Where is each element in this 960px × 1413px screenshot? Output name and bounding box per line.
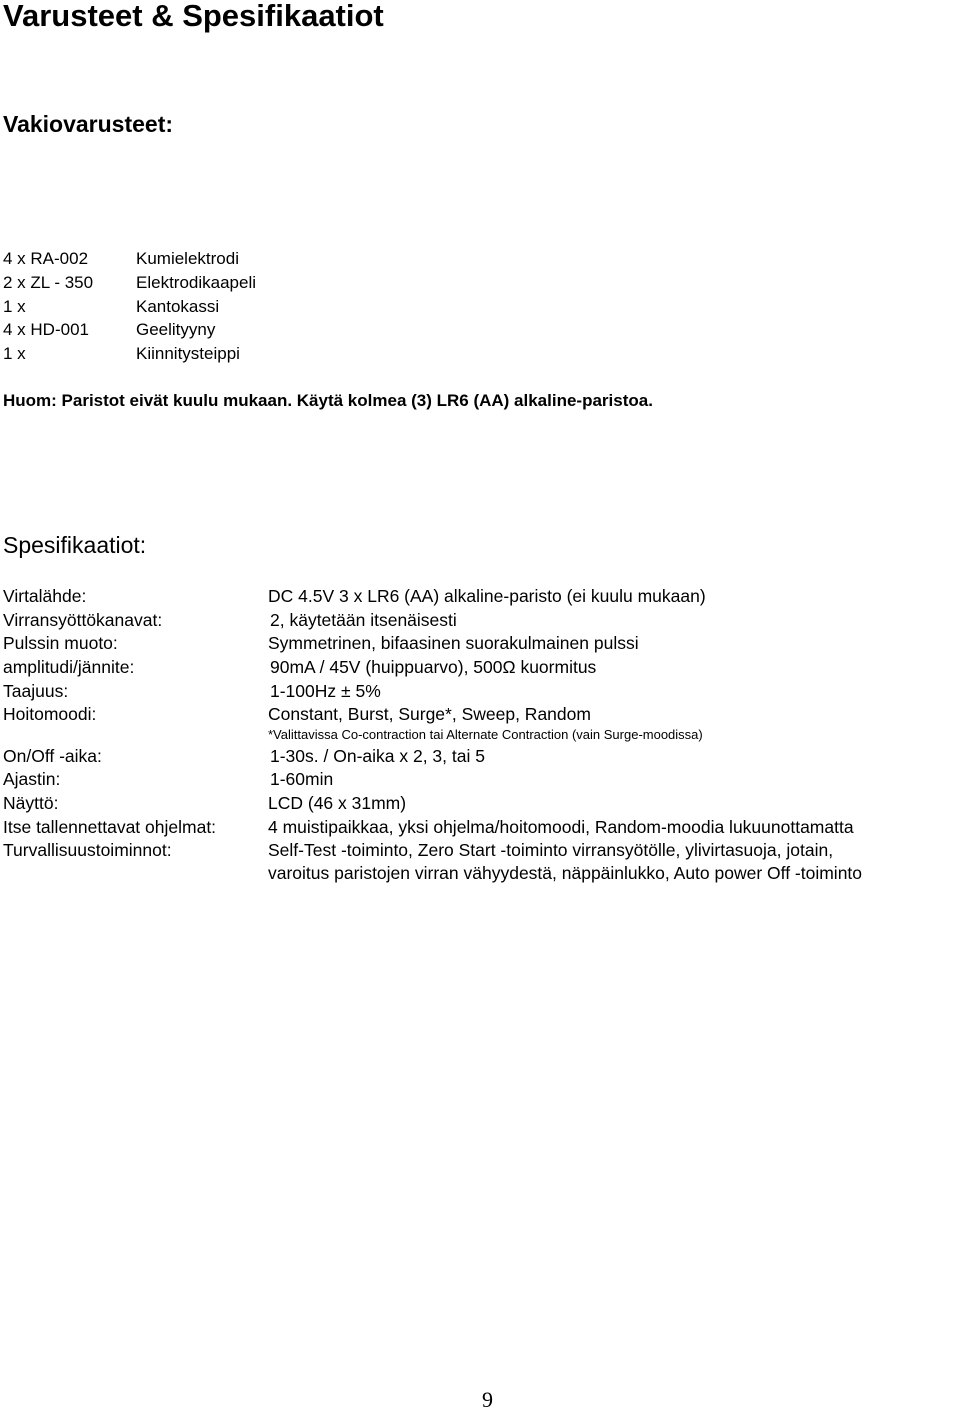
spec-label: Virtalähde: (3, 586, 87, 606)
spec-label: Taajuus: (3, 681, 69, 701)
spec-label: Näyttö: (3, 793, 59, 813)
accessory-name: Kantokassi (136, 297, 220, 316)
accessory-name: Geelityyny (136, 320, 216, 339)
spec-label: On/Off -aika: (3, 746, 102, 766)
specs-heading: Spesifikaatiot: (3, 532, 147, 558)
spec-label: Itse tallennettavat ohjelmat: (3, 817, 217, 837)
spec-value-continuation: varoitus paristojen virran vähyydestä, näppäinlukko, Auto power Off -toiminto (268, 863, 863, 883)
accessory-name: Elektrodikaapeli (136, 273, 257, 292)
spec-value: 1-30s. / On-aika x 2, 3, tai 5 (270, 746, 485, 766)
battery-note: Huom: Paristot eivät kuulu mukaan. Käytä kolmea (3) LR6 (AA) alkaline-paristoa. (3, 391, 653, 410)
spec-value: Self-Test -toiminto, Zero Start -toiminto virransyötölle, ylivirtasuoja, jotain, (268, 840, 834, 860)
spec-value: DC 4.5V 3 x LR6 (AA) alkaline-paristo (ei kuulu mukaan) (268, 586, 706, 606)
spec-value: 4 muistipaikkaa, yksi ohjelma/hoitomoodi, Random-moodia lukuunottamatta (268, 817, 854, 837)
accessories-heading: Vakiovarusteet: (3, 111, 174, 137)
spec-value: 90mA / 45V (huippuarvo), 500Ω kuormitus (270, 657, 597, 677)
accessory-qty: 1 x (3, 297, 26, 316)
spec-label: Ajastin: (3, 769, 61, 789)
accessory-qty: 4 x RA-002 (3, 249, 89, 268)
spec-label: Virransyöttökanavat: (3, 610, 163, 630)
accessory-qty: 2 x ZL - 350 (3, 273, 94, 292)
spec-value: Symmetrinen, bifaasinen suorakulmainen pulssi (268, 633, 639, 653)
spec-value: 1-60min (270, 769, 334, 789)
accessory-name: Kumielektrodi (136, 249, 239, 268)
spec-label: Pulssin muoto: (3, 633, 118, 653)
accessory-qty: 4 x HD-001 (3, 320, 89, 339)
page-title: Varusteet & Spesifikaatiot (3, 0, 384, 33)
spec-label: amplitudi/jännite: (3, 657, 135, 677)
accessory-qty: 1 x (3, 344, 26, 363)
spec-value: 2, käytetään itsenäisesti (270, 610, 457, 630)
accessory-name: Kiinnitysteippi (136, 344, 240, 363)
spec-value: LCD (46 x 31mm) (268, 793, 407, 813)
spec-value: 1-100Hz ± 5% (270, 681, 381, 701)
spec-value: Constant, Burst, Surge*, Sweep, Random (268, 704, 591, 724)
spec-label: Turvallisuustoiminnot: (3, 840, 172, 860)
spec-footnote: *Valittavissa Co-contraction tai Alternate Contraction (vain Surge-moodissa) (268, 727, 703, 742)
spec-label: Hoitomoodi: (3, 704, 97, 724)
page-number: 9 (482, 1387, 493, 1412)
